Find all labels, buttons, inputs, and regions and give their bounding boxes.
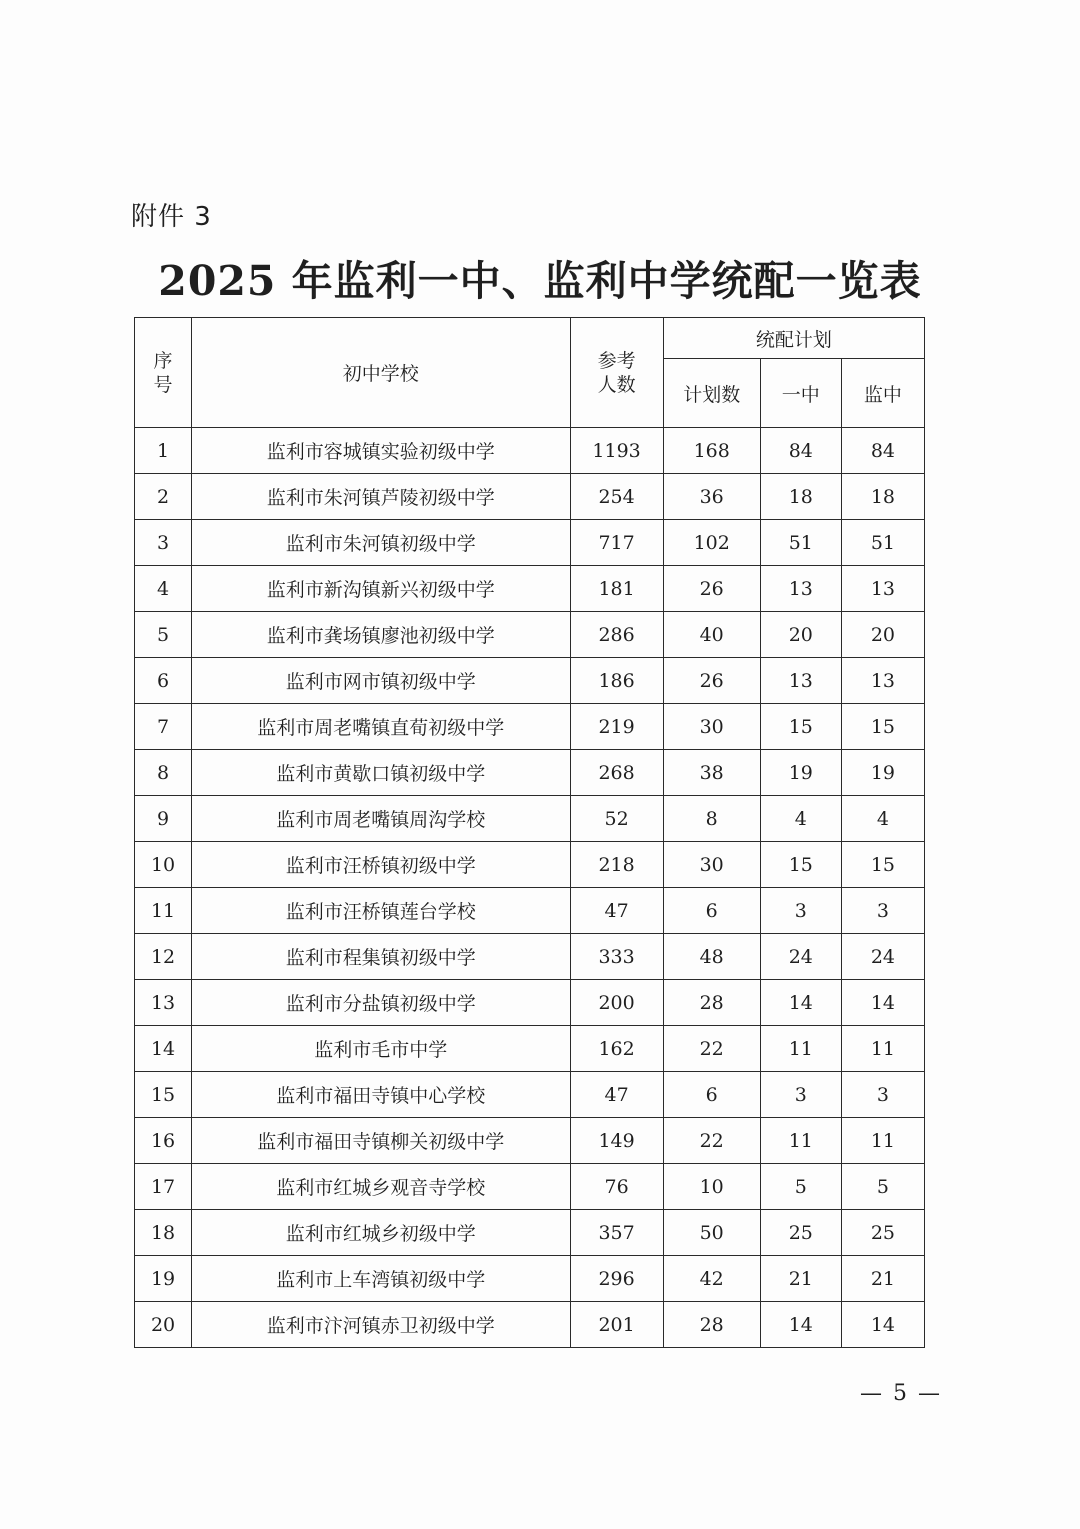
- header-no-line2: 号: [153, 373, 173, 396]
- header-jianzhong: 监中: [841, 359, 924, 428]
- cell-school: 监利市分盐镇初级中学: [192, 980, 570, 1026]
- cell-school: 监利市红城乡观音寺学校: [192, 1164, 570, 1210]
- table-row: [135, 520, 925, 566]
- cell-yizhong: 84: [760, 428, 841, 474]
- header-no-line1: 序: [153, 349, 173, 372]
- cell-yizhong: 14: [760, 980, 841, 1026]
- cell-plan: 26: [663, 658, 760, 704]
- cell-jianzhong: 11: [841, 1026, 924, 1072]
- cell-no: 10: [135, 842, 192, 888]
- header-yizhong: 一中: [760, 359, 841, 428]
- cell-yizhong: 13: [760, 566, 841, 612]
- cell-exam-count: 52: [570, 796, 663, 842]
- cell-no: 5: [135, 612, 192, 658]
- cell-exam-count: 286: [570, 612, 663, 658]
- cell-no: 14: [135, 1026, 192, 1072]
- cell-yizhong: 11: [760, 1026, 841, 1072]
- cell-plan: 22: [663, 1026, 760, 1072]
- cell-yizhong: 21: [760, 1256, 841, 1302]
- cell-yizhong: 51: [760, 520, 841, 566]
- document-title: 2025 年监利一中、监利中学统配一览表: [158, 257, 922, 305]
- table-row: [135, 1118, 925, 1164]
- table-body: [135, 428, 925, 1348]
- cell-no: 11: [135, 888, 192, 934]
- cell-yizhong: 15: [760, 842, 841, 888]
- cell-plan: 102: [663, 520, 760, 566]
- cell-exam-count: 149: [570, 1118, 663, 1164]
- cell-jianzhong: 3: [841, 1072, 924, 1118]
- cell-jianzhong: 18: [841, 474, 924, 520]
- cell-jianzhong: 13: [841, 658, 924, 704]
- cell-yizhong: 19: [760, 750, 841, 796]
- table-row: [135, 934, 925, 980]
- table-row: [135, 842, 925, 888]
- cell-school: 监利市龚场镇廖池初级中学: [192, 612, 570, 658]
- cell-yizhong: 14: [760, 1302, 841, 1348]
- cell-school: 监利市福田寺镇中心学校: [192, 1072, 570, 1118]
- cell-plan: 48: [663, 934, 760, 980]
- cell-exam-count: 717: [570, 520, 663, 566]
- cell-no: 12: [135, 934, 192, 980]
- allocation-table: [134, 317, 925, 1348]
- cell-exam-count: 219: [570, 704, 663, 750]
- cell-school: 监利市朱河镇初级中学: [192, 520, 570, 566]
- cell-school: 监利市新沟镇新兴初级中学: [192, 566, 570, 612]
- cell-school: 监利市程集镇初级中学: [192, 934, 570, 980]
- header-exam-line2: 人数: [597, 373, 636, 396]
- table-row: [135, 1302, 925, 1348]
- header-exam-line1: 参考: [597, 349, 636, 372]
- cell-plan: 42: [663, 1256, 760, 1302]
- cell-plan: 28: [663, 1302, 760, 1348]
- cell-jianzhong: 51: [841, 520, 924, 566]
- cell-jianzhong: 3: [841, 888, 924, 934]
- cell-plan: 28: [663, 980, 760, 1026]
- cell-school: 监利市网市镇初级中学: [192, 658, 570, 704]
- cell-no: 2: [135, 474, 192, 520]
- cell-plan: 10: [663, 1164, 760, 1210]
- table-row: [135, 704, 925, 750]
- cell-yizhong: 5: [760, 1164, 841, 1210]
- table-header-row: [135, 318, 925, 359]
- cell-exam-count: 162: [570, 1026, 663, 1072]
- cell-no: 9: [135, 796, 192, 842]
- cell-no: 13: [135, 980, 192, 1026]
- table-row: [135, 566, 925, 612]
- cell-yizhong: 25: [760, 1210, 841, 1256]
- cell-exam-count: 296: [570, 1256, 663, 1302]
- cell-exam-count: 76: [570, 1164, 663, 1210]
- cell-yizhong: 15: [760, 704, 841, 750]
- table-row: [135, 750, 925, 796]
- cell-jianzhong: 13: [841, 566, 924, 612]
- cell-jianzhong: 14: [841, 1302, 924, 1348]
- cell-no: 3: [135, 520, 192, 566]
- header-allocation-group: 统配计划: [663, 318, 924, 359]
- cell-school: 监利市汴河镇赤卫初级中学: [192, 1302, 570, 1348]
- cell-no: 16: [135, 1118, 192, 1164]
- cell-exam-count: 201: [570, 1302, 663, 1348]
- cell-no: 15: [135, 1072, 192, 1118]
- cell-exam-count: 357: [570, 1210, 663, 1256]
- cell-plan: 36: [663, 474, 760, 520]
- cell-yizhong: 20: [760, 612, 841, 658]
- cell-school: 监利市容城镇实验初级中学: [192, 428, 570, 474]
- table-row: [135, 980, 925, 1026]
- cell-school: 监利市黄歇口镇初级中学: [192, 750, 570, 796]
- cell-jianzhong: 11: [841, 1118, 924, 1164]
- page-number: — 5 —: [860, 1381, 942, 1406]
- table-row: [135, 1026, 925, 1072]
- cell-exam-count: 254: [570, 474, 663, 520]
- cell-jianzhong: 21: [841, 1256, 924, 1302]
- header-no: [135, 318, 192, 428]
- table-row: [135, 888, 925, 934]
- cell-no: 8: [135, 750, 192, 796]
- cell-exam-count: 268: [570, 750, 663, 796]
- cell-yizhong: 3: [760, 1072, 841, 1118]
- cell-no: 6: [135, 658, 192, 704]
- cell-no: 19: [135, 1256, 192, 1302]
- cell-exam-count: 181: [570, 566, 663, 612]
- table-row: [135, 1210, 925, 1256]
- cell-exam-count: 200: [570, 980, 663, 1026]
- cell-jianzhong: 15: [841, 842, 924, 888]
- cell-exam-count: 1193: [570, 428, 663, 474]
- cell-jianzhong: 84: [841, 428, 924, 474]
- cell-yizhong: 13: [760, 658, 841, 704]
- cell-plan: 168: [663, 428, 760, 474]
- cell-school: 监利市福田寺镇柳关初级中学: [192, 1118, 570, 1164]
- header-plan: 计划数: [663, 359, 760, 428]
- attachment-label: 附件 3: [131, 202, 212, 232]
- cell-yizhong: 11: [760, 1118, 841, 1164]
- cell-yizhong: 24: [760, 934, 841, 980]
- cell-school: 监利市上车湾镇初级中学: [192, 1256, 570, 1302]
- cell-jianzhong: 4: [841, 796, 924, 842]
- cell-no: 4: [135, 566, 192, 612]
- cell-no: 17: [135, 1164, 192, 1210]
- cell-plan: 26: [663, 566, 760, 612]
- cell-school: 监利市朱河镇芦陵初级中学: [192, 474, 570, 520]
- cell-yizhong: 3: [760, 888, 841, 934]
- cell-jianzhong: 19: [841, 750, 924, 796]
- cell-jianzhong: 14: [841, 980, 924, 1026]
- table-row: [135, 1256, 925, 1302]
- cell-jianzhong: 5: [841, 1164, 924, 1210]
- cell-jianzhong: 15: [841, 704, 924, 750]
- cell-plan: 50: [663, 1210, 760, 1256]
- table-row: [135, 612, 925, 658]
- cell-exam-count: 47: [570, 888, 663, 934]
- cell-plan: 22: [663, 1118, 760, 1164]
- table-row: [135, 796, 925, 842]
- cell-jianzhong: 20: [841, 612, 924, 658]
- cell-exam-count: 333: [570, 934, 663, 980]
- cell-jianzhong: 25: [841, 1210, 924, 1256]
- cell-exam-count: 186: [570, 658, 663, 704]
- cell-school: 监利市周老嘴镇周沟学校: [192, 796, 570, 842]
- table-row: [135, 658, 925, 704]
- header-exam-count: [570, 318, 663, 428]
- cell-plan: 40: [663, 612, 760, 658]
- table-row: [135, 1072, 925, 1118]
- cell-no: 18: [135, 1210, 192, 1256]
- cell-yizhong: 18: [760, 474, 841, 520]
- cell-plan: 6: [663, 1072, 760, 1118]
- cell-plan: 30: [663, 842, 760, 888]
- cell-yizhong: 4: [760, 796, 841, 842]
- cell-no: 1: [135, 428, 192, 474]
- cell-plan: 30: [663, 704, 760, 750]
- cell-plan: 6: [663, 888, 760, 934]
- cell-plan: 8: [663, 796, 760, 842]
- table-row: [135, 428, 925, 474]
- table-row: [135, 1164, 925, 1210]
- table-row: [135, 474, 925, 520]
- cell-no: 7: [135, 704, 192, 750]
- cell-school: 监利市毛市中学: [192, 1026, 570, 1072]
- cell-plan: 38: [663, 750, 760, 796]
- cell-school: 监利市汪桥镇初级中学: [192, 842, 570, 888]
- cell-exam-count: 218: [570, 842, 663, 888]
- cell-no: 20: [135, 1302, 192, 1348]
- cell-school: 监利市汪桥镇莲台学校: [192, 888, 570, 934]
- cell-school: 监利市红城乡初级中学: [192, 1210, 570, 1256]
- cell-exam-count: 47: [570, 1072, 663, 1118]
- header-school: 初中学校: [192, 318, 570, 428]
- cell-jianzhong: 24: [841, 934, 924, 980]
- cell-school: 监利市周老嘴镇直荀初级中学: [192, 704, 570, 750]
